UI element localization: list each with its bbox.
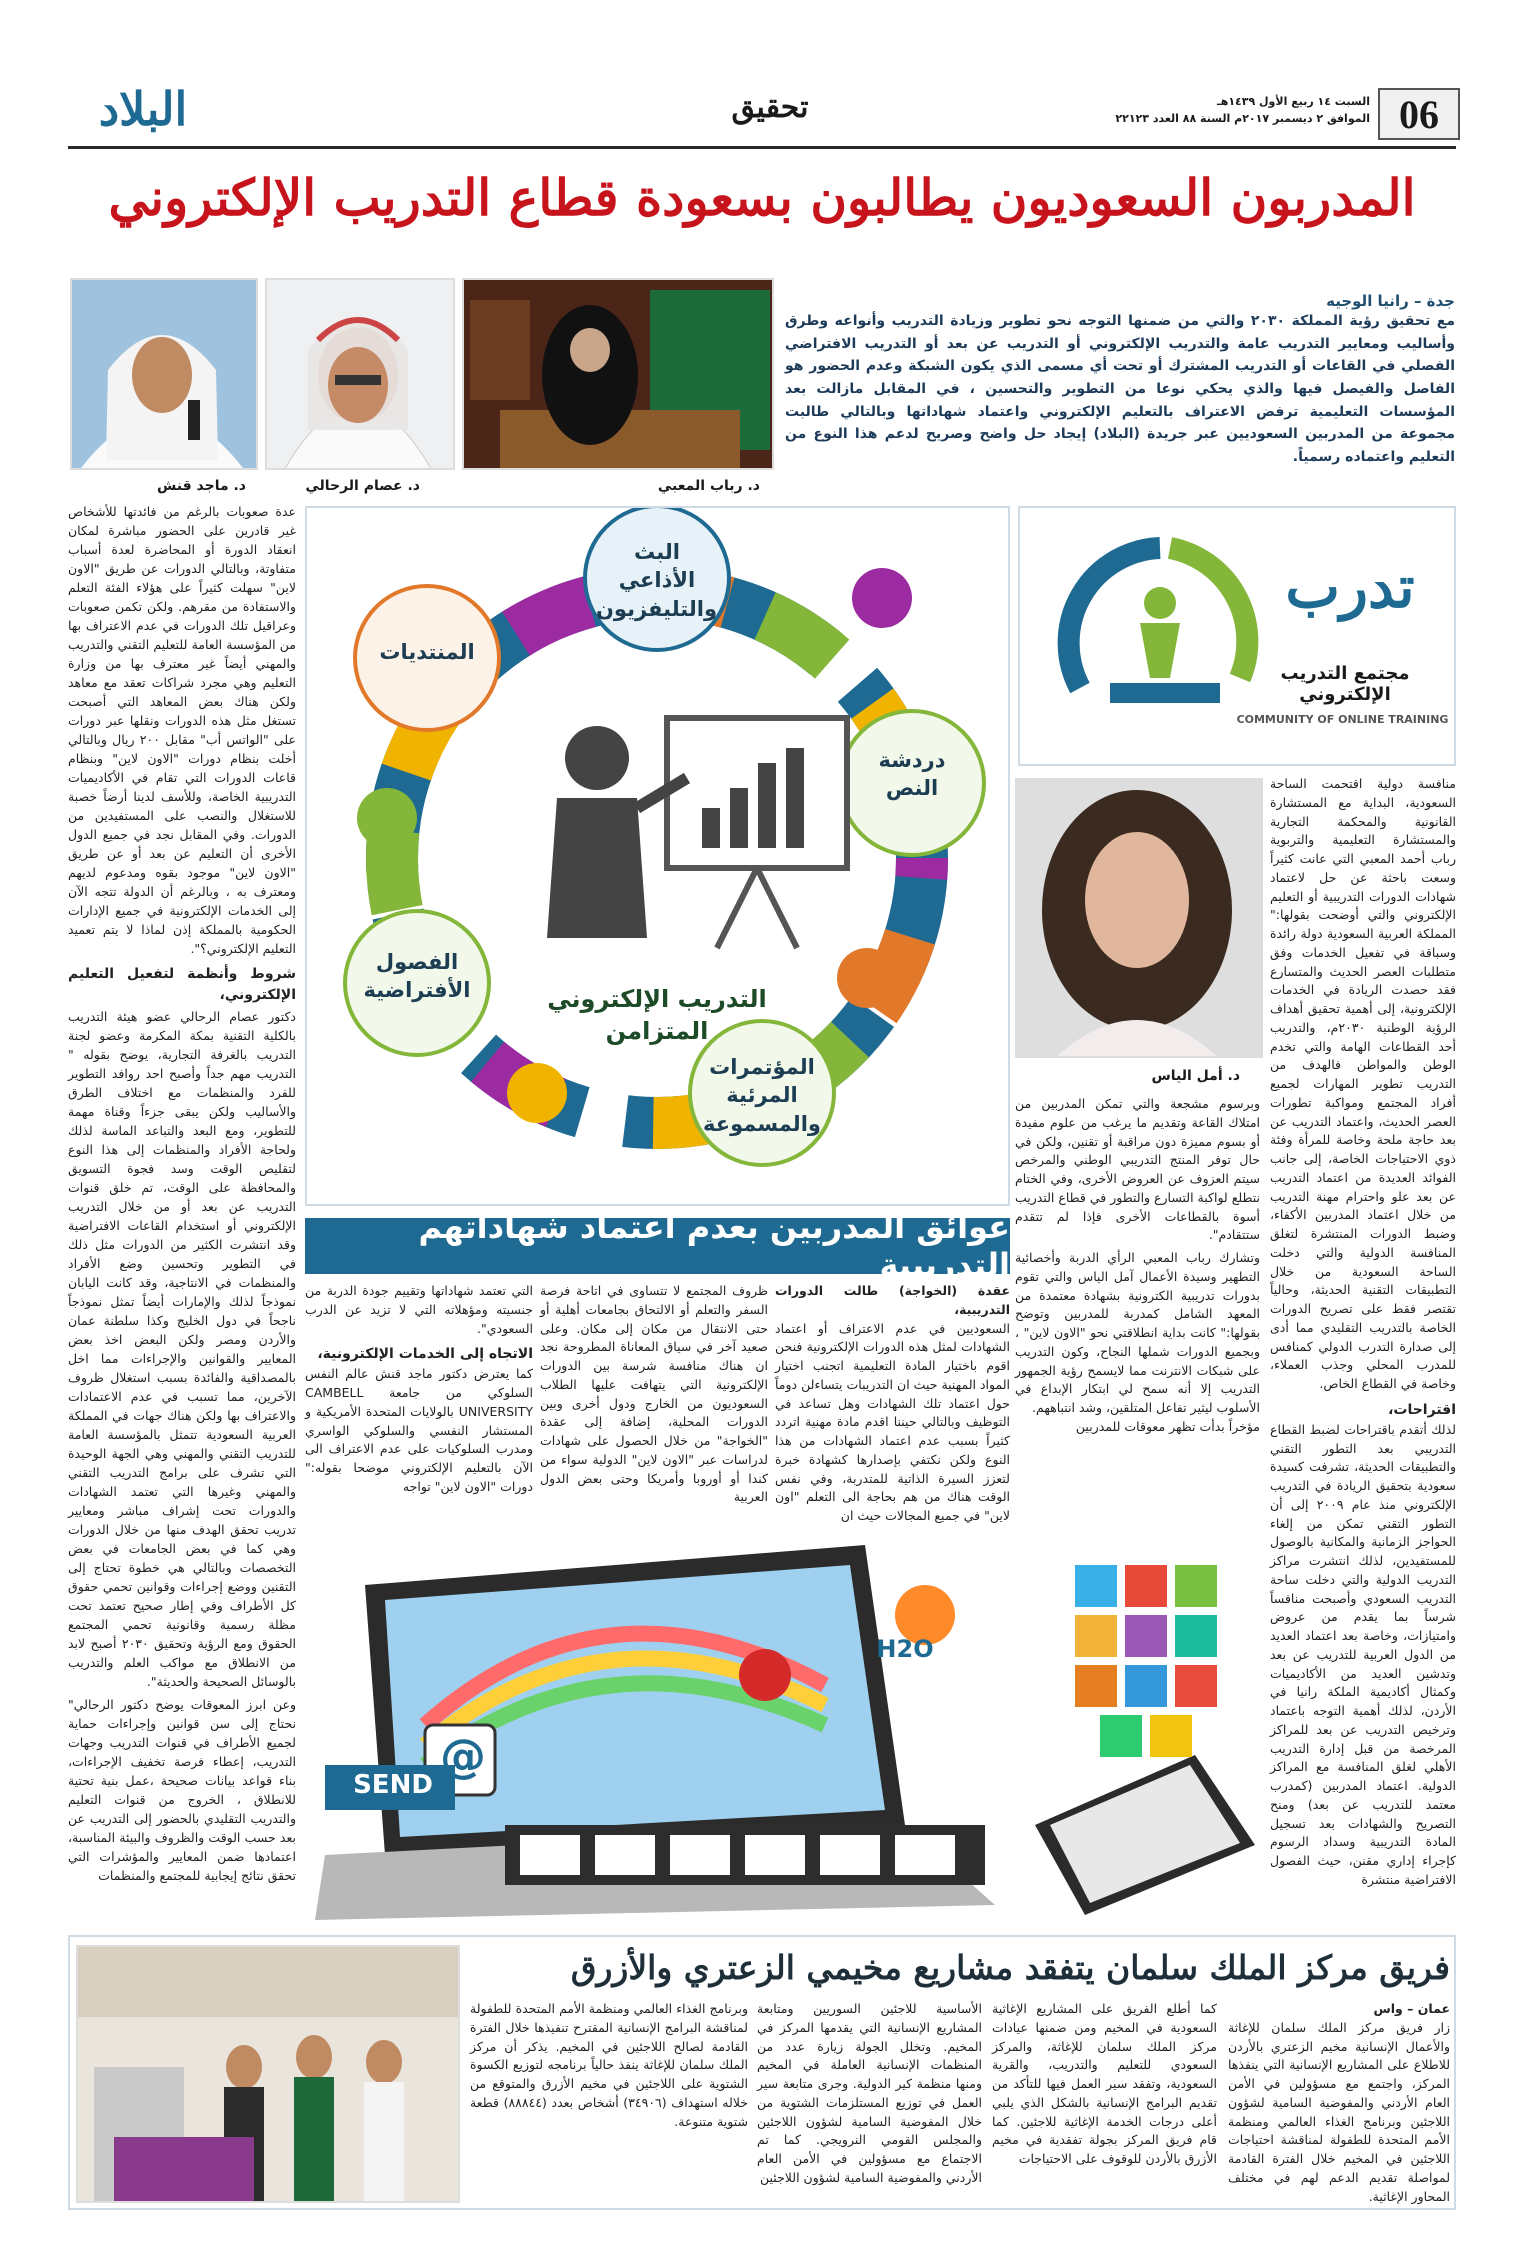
h2o-label: H2O xyxy=(876,1635,934,1663)
amal-intro-line: عقدة (الخواجة) طالت الدورات التدريبية، xyxy=(775,1283,1010,1317)
diagram-box xyxy=(305,506,1010,1206)
at-symbol: @ xyxy=(440,1729,486,1783)
newspaper-logo: البلاد xyxy=(98,82,188,136)
tadarab-logo-box xyxy=(1018,506,1456,766)
bottom-headline: فريق مركز الملك سلمان يتفقد مشاريع مخيمي الزعتري والأزرق xyxy=(570,1948,1450,1987)
byline: جدة – رانيا الوجيه xyxy=(1326,292,1455,310)
photo-rabab xyxy=(462,278,774,470)
laptop-illustration xyxy=(305,1525,1010,1920)
phone-art xyxy=(1015,1525,1265,1920)
left-subhead: شروط وأنظمة لتفعيل التعليم الإلكتروني، xyxy=(68,966,296,1004)
bottom-col-4 xyxy=(470,2000,748,2131)
photo-amal xyxy=(1015,778,1263,1058)
right-subhead: اقتراحات، xyxy=(1388,1401,1456,1418)
left-para-1: عدة صعوبات بالرغم من فائدتها للأشخاص غير قادرين على الحضور مباشرة لمكان انعقاد الدورة أو المحاضرة لعدة أسباب متفاوتة، وبالتالي الدورات عن طريق "الاون لاين" سهلت كثيراً على هؤلاء الفئة التعلم والاستفادة من مقرهم. ولكن تكمن صعوبات وعراقيل تلك الدورات في عدم الاعتراف بها من المؤسسة العامة للتعليم التقني والتدريب والمهني أيضاً غير معترف بها من وزارة التعليم وهي مجرد شراكات تعقد مع معاهد ولكن هناك بعض المعاهد التي أصبحت تستغل مثل هذه الدورات ونقلها عبر دورات على "الواتس أب" مقابل ٢٠٠ ريال وبالتالي أخلت بنظام دورات "الاون لاين" وبنظام قاعات الدورات التي تقام في الأكاديميات التدريبية الخاصة، وللأسف لدينا أرضاً خصبة للاستغلال والنصب على المستفيدين من الدورات. وفي المقابل نجد في جميع الدول الأخرى أن التعليم عن بعد أو عن طريق "الاون لاين" موجود بقوه ومدعوم لديهم ومعترف به ، وبالرغم أن الدولة تتجه الآن إلى الخدمات الإلكترونية في جميع الإدارات الحكومية بالمملكة إذن لماذا لا يتم تعميد التعليم الإلكتروني؟". xyxy=(68,504,296,956)
essam-illustration xyxy=(265,280,453,470)
right-para-1: منافسة دولية اقتحمت الساحة السعودية، البداية مع المستشارة القانونية والمحكمة التجارية والمستشارة التعليمية والتربوية رباب أحمد المعبي التي عانت كثيراً وسعت باحثة عن حل لاعتماد شهادات الدورات التدريبية أو التعليم الإلكتروني والتي أوضحت بقولها:" المملكة العربية السعودية دولة رائدة وسباقة في تفعيل الخدمات وفق متطلبات العصر الحديث والمتسارع فقد حصدت الريادة في الخدمات الإلكترونية، إلى أهمية تحقيق أهداف الرؤية الوطنية ٢٠٣٠م، والتدريب أحد القطاعات الهامة والتي تخدم الوطن والمواطن فالهدف من التدريب تطوير المهارات لجميع أفراد المجتمع ومواكبة تطورات العصر الحديث، واعتماد التدريب عن بعد حاجة ملحة وخاصة للمرأة وفئة ذوي الاحتياجات الخاصة، إلى جانب الفوائد العديدة من اعتماد التدريب عن بعد علو واحترام مهنة التدريب من خلال اعتماد المدربين الأكفاء، وضبط الدورات المنتشرة لتغلق المنافسة الدولية والتي دخلت الساحة السعودية من خلال التطبيقات التقنية الحديثة، وحالياً تقتصر فقط على تصريح الدورات الخاصة بالتدريب التقليدي مما أدى إلى صدارة التدرب الدولي كمنافس للمدرب المحلي وجذب العملاء، وخاصة في القطاع الخاص. xyxy=(1270,776,1456,1391)
amal-para-1: وبرسوم مشجعة والتي تمكن المدربين من امتلاك القاعة وتقديم ما يرغب من علوم مفيدة أو بسوم مميزة دون مراقبة أو تقنين، ولكن في حال توفر المنتج التدريبي الوطني والمرخص سيتم العزوف عن العروض الأخرى، وفي الختام نتطلع لواكبة التسارع والتطور في قطاع التدريب أسوة بالقطاعات الأخرى فإذا لم تتقدم ستتقادم". xyxy=(1015,1096,1260,1243)
segment-virtual-class: الفصول الأفتراضية xyxy=(363,950,471,1003)
photo-camp-visit xyxy=(76,1945,460,2203)
right-column xyxy=(1270,775,1456,1890)
date-block xyxy=(1110,94,1370,127)
mid-col-3 xyxy=(775,1282,1010,1526)
bottom-col-3-text: الأساسية للاجئين السوريين ومتابعة المشاريع الإنسانية التي يقدمها المركز في المخيم. وتخلل الجولة زيارة عدد من المنظمات الإنسانية العاملة في المخيم ومنها منظمة كير الدولية. وجرى متابعة سير العمل في توزيع المستلزمات الشتوية من خلال المفوضية السامية لشؤون اللاجئين والمجلس القومي النرويجي. كما تم الاجتماع مع مسؤولين في الأمن العام الأردني والمفوضية السامية لشؤون اللاجئين xyxy=(757,2001,982,2185)
caption-amal: د. أمل الياس xyxy=(1151,1068,1240,1084)
segment-video-conf: المؤتمرات المرئية والمسموعة xyxy=(703,1055,821,1136)
tadarab-subtitle: مجتمع التدريب الإلكتروني xyxy=(1280,663,1410,705)
caption-rabab: د. رباب المعبي xyxy=(657,478,760,494)
tadarab-brand: تدرب xyxy=(1285,553,1415,621)
amal-para-3: مؤخراً بدأت تظهر معوقات للمدربين xyxy=(1075,1418,1260,1434)
mid-col-2 xyxy=(540,1282,768,1507)
date-line-2: الموافق ٢ ديسمبر ٢٠١٧م السنة ٨٨ العدد ٢٢١٢٣ xyxy=(1115,111,1370,125)
tadarab-english: COMMUNITY OF ONLINE TRAINING xyxy=(1236,713,1449,726)
mid-col-2-text: ظروف المجتمع لا تتساوى في اتاحة فرصة السفر والتعلم أو الالتحاق بجامعات أهلية أو حتى الانتقال من مكان إلى مكان. وعلى صعيد آخر في سياق المعاناة المطروحة نجد ان هناك منافسة شرسة بين الدورات الإلكترونية التي يتهافت عليها الطلاب السعوديون من الخارج ودول أخرى وبين الدورات المحلية، إضافة إلى عقدة "الخواجة" من خلال الحصول على شهادات لدراسات عبر "الاون لاين" الدولية سواء من كندا أو أوروبا وأمريكا وحتى بعض الدول العربية xyxy=(540,1283,768,1505)
caption-majed: د. ماجد قنش xyxy=(156,478,246,494)
amal-illustration xyxy=(1015,780,1261,1058)
date-line-1: السبت ١٤ ربيع الأول ١٤٣٩هـ xyxy=(1216,95,1370,108)
mid-col-1-text-b: كما يعترض دكتور ماجد قنش عالم النفس السلوكي من جامعة CAMBELL UNIVERSITY بالولايات المتحدة الأمريكية و المستشار النفسي والسلوكي الواسري ومدرب السلوكيات على عدم الاعتراف الى الآن بالتعليم الإلكتروني موضحا بقوله:" دورات "الاون لاين" تواجه xyxy=(305,1366,533,1494)
bottom-col-3 xyxy=(757,2000,982,2188)
section-title: تحقيق xyxy=(731,90,809,125)
segment-broadcast: البث الأذاعي والتليفزيون xyxy=(595,540,717,621)
mid-col-1-text: التي تعتمد شهاداتها وتقييم جودة الدربة من جنسيته ومؤهلاته التي لا تزيد عن الدرب السعودي". xyxy=(305,1283,533,1336)
camp-visit-illustration xyxy=(76,1947,458,2203)
mid-col-1-head: الاتجاه إلى الخدمات الإلكترونية، xyxy=(317,1346,533,1363)
bottom-col-4-text: وبرنامج الغذاء العالمي ومنظمة الأمم المتحدة للطفولة لمناقشة البرامج الإنسانية المقترح تنفيذها خلال الفترة القادمة لصالح اللاجئين في المخيم. يذكر أن مركز الملك سلمان للإغاثة ينفذ حالياً برنامجه لتوزيع الكسوة الشتوية على اللاجئين في مخيم الأزرق والمتوقع من خلاله استهداف (٣٤٩٠٦) أشخاص بعدد (٨٨٨٤٤) قطعة شتوية متنوعة. xyxy=(470,2001,749,2129)
left-para-2: دكتور عصام الرحالي عضو هيئة التدريب بالكلية التقنية بمكة المكرمة وعضو لجنة التدريب بالغرفة التجارية، يوضح بقوله " التدريب مهم جداً وأصبح احد روافد التطوير للفرد والمنظمات مع اختلاف الطرق والأساليب ولكن يبقى جزءاً وقناة مهمة للتطوير، ومع البعد والتباعد الماسة لذلك ولحاجة الأفراد والمنظمات إلى هذا النوع لتقليص الوقت وسد فجوة التسويق والمحافظة على الوقت، تم خلق قنوات التدريب عن بعد أو من خلال التدريب الإلكتروني أو استخدام القاعات الافتراضية وقد انتشرت الكثير من الدورات مثل ذلك في التطوير وتحسين وضع الأفراد والمنظمات في الانتاجية، وقد كانت اليابان نموذجاً لذلك والإمارات أيضاً تمثل نموذجاً ناجحاً في دول الخليج وكذا سلطنة عمان والأردن ومصر ولكن البعض اخذ بعض المعايير والقوانين والإجراءات مما اخل بالمصداقية والفائدة بسبب استغلال ظروف الآخرين، مما تسبب في عدم الاعتمادات والاعتراف بها ولكن هناك جهات في المملكة العربية السعودية تتمثل بالمؤسسة العامة للتدريب التقني والمهني وهي الجهة الوحيدة التي تشرف على برامج التدريب التقني والمهني وغيرها التي تعتمد الشهادات والدورات تحت إشراف مباشر ومعايير تدريب تحقق الهدف منها من خلال الدورات وهي كما في بعض الجامعات في بعض التخصصات وبالتالي هي خطوة تحتاج إلى التقنين ووضع إجراءات وقوانين تحمي حقوق كل الأطراف وفي إطار صحيح تعتمد تحت مظلة رسمية وقانونية تحمي المجتمع الحقوق ومع الرؤية وتحقيق ٢٠٣٠ أصبح لابد من الانطلاق مع مواكب العلم والتدريب بالوسائل الصحيحة والحديثة". xyxy=(68,1008,296,1689)
main-headline: المدربون السعوديون يطالبون بسعودة قطاع التدريب الإلكتروني xyxy=(108,168,1416,227)
page-number: 06 xyxy=(1378,88,1460,140)
bottom-col-1-text: زار فريق مركز الملك سلمان للإغاثة والأعمال الإنسانية مخيم الزعتري بالأردن للاطلاع على المشاريع الإنسانية التي ينفذها المركز، واجتمع مع مسؤولين في الأمن العام الأردني والمفوضية السامية لشؤون اللاجئين وبرنامج الغذاء العالمي ومنظمة الأمم المتحدة للطفولة لمناقشة احتياجات اللاجئين في المخيم خلال الفترة القادمة لمواصلة تقديم الدعم لهم في مختلف المحاور الإغاثية. xyxy=(1228,2019,1450,2204)
photo-essam xyxy=(265,278,455,470)
segment-text-chat: دردشة النص xyxy=(878,748,946,801)
caption-essam: د. عصام الرحالي xyxy=(305,478,420,494)
banner-text: عوائق المدربين بعدم اعتماد شهاداتهم التدريبية xyxy=(418,1208,1010,1284)
amal-column xyxy=(1015,1095,1260,1437)
intro-text: مع تحقيق رؤية المملكة ٢٠٣٠ والتي من ضمنها التوجه نحو تطوير وزيادة التدريب وأنواعه وطرق وأساليب ومعايير التدريب عامة والتدريب الإلكتروني أو التدريب عن بعد أو التدريب الافتراضي الفصلي في القاعات أو التدريب المشترك أو تحت أي مسمى الذي يكون الشبكة وعدم الحضور هو الفاصل والفيصل فيها والذي يحكي نوعا من التطوير والتحسين ، في المقابل مازالت بعد المؤسسات التعليمية ترفض الاعتراف بالتعليم الإلكتروني واعتماد شهاداتها وبالتالي طالبت مجموعة من المدربين السعوديين عبر جريدة (البلاد) إيجاد حل واضح وصريح لدعم هذا النوع من التعليم واعتماده رسمياً. xyxy=(785,313,1455,466)
phone-illustration xyxy=(1015,1525,1265,1920)
send-label: SEND xyxy=(353,1770,433,1800)
section-banner xyxy=(305,1208,1010,1284)
left-column xyxy=(68,502,296,1885)
mid-col-1 xyxy=(305,1282,533,1497)
segment-forums: المنتديات xyxy=(379,640,475,664)
right-para-2: لذلك أتقدم باقتراحات لضبط القطاع التدريبي بعد التطور التقني والتطبيقات الحديثة، تشرفت كسيدة سعودية بتحقيق الريادة في التدريب الإلكتروني منذ عام ٢٠٠٩ إلى أن التطور التقني تمكن من إلغاء الحواجز الزمانية والمكانية بالوصول للمستفيدين، لذلك انتشرت مراكز التدريب الدولية والتي دخلت ساحة التدريب السعودي وأصبحت منافساً شرساً بما يقدم من عروض وامتيازات، وخاصة بعد اعتماد العديد من الدول العربية للتدريب عن بعد وتدشين العديد من الأكاديميات وكمثال أكاديمية الملكة رانيا في الأردن، لذلك أهمية التوجه باعتماد وترخيص التدريب عن بعد للمراكز المرخصة من قبل إدارة التدريب الأهلي لغلق المنافسة مع المراكز الدولية. اعتماد المدربين (كمدرب معتمد للتدريب عن بعد) ومنح التصريح والشهادات بعد تسجيل المادة التدريبية وسداد الرسوم كإجراء إداري مقنن، حيث الفصول الافتراضية منتشرة xyxy=(1270,1421,1456,1887)
intro-block xyxy=(785,292,1455,469)
mid-col-3-text: السعوديين في عدم الاعتراف أو اعتماد الشهادات لمثل هذه الدورات الإلكترونية فنحن اقوم باختيار المادة التعليمية اتجنب اختيار المواد المهنية حيث ان التدريبات يتساءلن دوماً حول اعتماد تلك الشهادات وهل تساعد في التوظيف وبالتالي حيننا اقدم مادة مهنية اتردد كثيراً بسبب عدم اعتماد الشهادات من هذا النوع ولكن نكتفي بإصدارها كشهادة خبرة لتعزز السيرة الذاتية للمتدربة، وفي نفس الوقت هناك من هم بحاجة الى التعلم "اون لاين" في جميع المجالات حيث ان xyxy=(775,1320,1010,1523)
bottom-col-2 xyxy=(992,2000,1217,2169)
bottom-byline: عمان – واس xyxy=(1373,2001,1450,2016)
amal-para-2: وتشارك رباب المعبي الرأي الدربة وأخصائية التطهير وسيدة الأعمال آمل الياس والتي تقوم بدورات تدريبية الكترونية بشهادة معتمدة من المعهد الشامل كمدربة للمدربين وتوضح بقولها:" كانت بداية انطلاقتي نحو "الاون لاين" ، وبجميع الدورات شملها النجاح، وكون التدريب على شبكات الانترنت مما لايسمح رؤية الجمهور التدريب إلا أنه سمح لي ابتكار الإبداع في الأسلوب ليثير تفاعل المتلقين، وشد انتباههم. xyxy=(1015,1250,1260,1415)
majed-illustration xyxy=(70,280,256,470)
header-rule xyxy=(68,146,1456,149)
rabab-illustration xyxy=(462,280,772,470)
bottom-col-1 xyxy=(1228,2000,1450,2206)
diagram-center-title: التدريب الإلكتروني المتزامن xyxy=(547,985,767,1046)
laptop-art xyxy=(305,1525,1010,1920)
photo-majed xyxy=(70,278,258,470)
left-para-3: وعن ابرز المعوقات يوضح دكتور الرحالي" نحتاج إلى سن قوانين وإجراءات حماية لجميع الأطراف في قنوات التدريب وجهات التدريب، إعطاء فرصة تخفيف الإجراءات، بناء قواعد بيانات صحيحة ،عمل بنية تحتية للانطلاق ، الخروج من قنوات التعليم والتدريب التقليدي بالحضور إلى التدريب عن بعد حسب الوقت والظروف والبيئة المناسبة، اعتمادها ضمن المعايير والمؤشرات التي تحقق نتائج إيجابية للمجتمع والمنظمات xyxy=(68,1696,296,1883)
bottom-col-2-text: كما أطلع الفريق على المشاريع الإغاثية السعودية في المخيم ومن ضمنها عيادات مركز الملك سلمان للإغاثة، والمركز السعودي للتعليم والتدريب، والقرية السعودية، وتفقد سير العمل فيها للتأكد من تقديم البرامج الإنسانية بالشكل الذي يلبي أعلى درجات الخدمة الإغاثية للاجئين. كما قام فريق المركز بجولة تفقدية في مخيم الأزرق بالأردن للوقوف على الاحتياجات xyxy=(992,2001,1217,2166)
